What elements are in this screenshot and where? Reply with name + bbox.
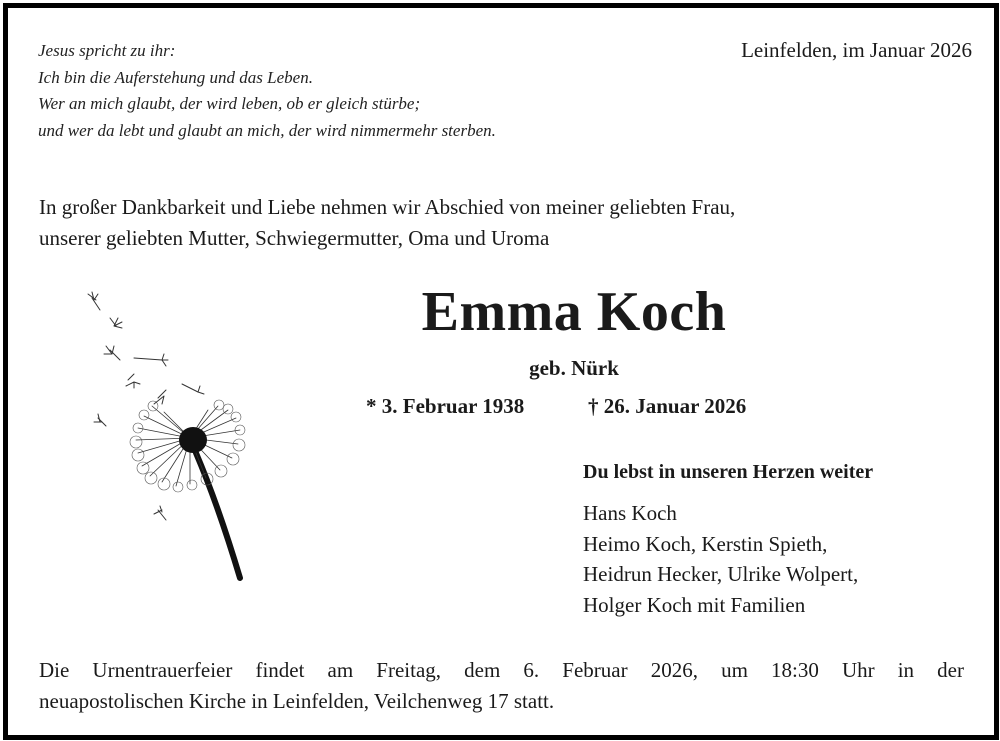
intro-line: unserer geliebten Mutter, Schwiegermutter, Oma und Uroma (39, 226, 550, 250)
dandelion-icon (78, 288, 278, 588)
service-line: Die Urnentrauerfeier findet am Freitag, dem 6. Februar 2026, um 18:30 Uhr in der (39, 658, 964, 682)
intro-text (39, 192, 939, 254)
death-date: † 26. Januar 2026 (588, 394, 747, 418)
mourners-list (583, 498, 858, 620)
motto-heading: Du lebst in unseren Herzen weiter (583, 461, 874, 483)
mourner-line: Hans Koch (583, 501, 677, 525)
mourner-line: Holger Koch mit Familien (583, 592, 806, 617)
bible-verse (38, 38, 496, 144)
service-notice (39, 655, 964, 717)
obituary-card (3, 3, 999, 740)
verse-line: Wer an mich glaubt, der wird leben, ob er gleich stürbe; (38, 94, 421, 113)
maiden-name: geb. Nürk (529, 356, 619, 380)
verse-line: und wer da lebt und glaubt an mich, der wird nimmermehr sterben. (38, 120, 496, 140)
mourner-line: Heimo Koch, Kerstin Spieth, (583, 531, 828, 556)
place-and-date: Leinfelden, im Januar 2026 (741, 38, 972, 62)
birth-date: * 3. Februar 1938 (366, 394, 525, 418)
verse-line: Ich bin die Auferstehung und das Leben. (38, 67, 313, 87)
deceased-name: Emma Koch (421, 281, 727, 343)
mourner-line: Heidrun Hecker, Ulrike Wolpert, (583, 562, 859, 586)
intro-line: In großer Dankbarkeit und Liebe nehmen wir Abschied von meiner geliebten Frau, (39, 195, 736, 219)
service-line: neuapostolischen Kirche in Leinfelden, Veilchenweg 17 statt. (39, 689, 555, 713)
verse-line: Jesus spricht zu ihr: (38, 41, 176, 60)
